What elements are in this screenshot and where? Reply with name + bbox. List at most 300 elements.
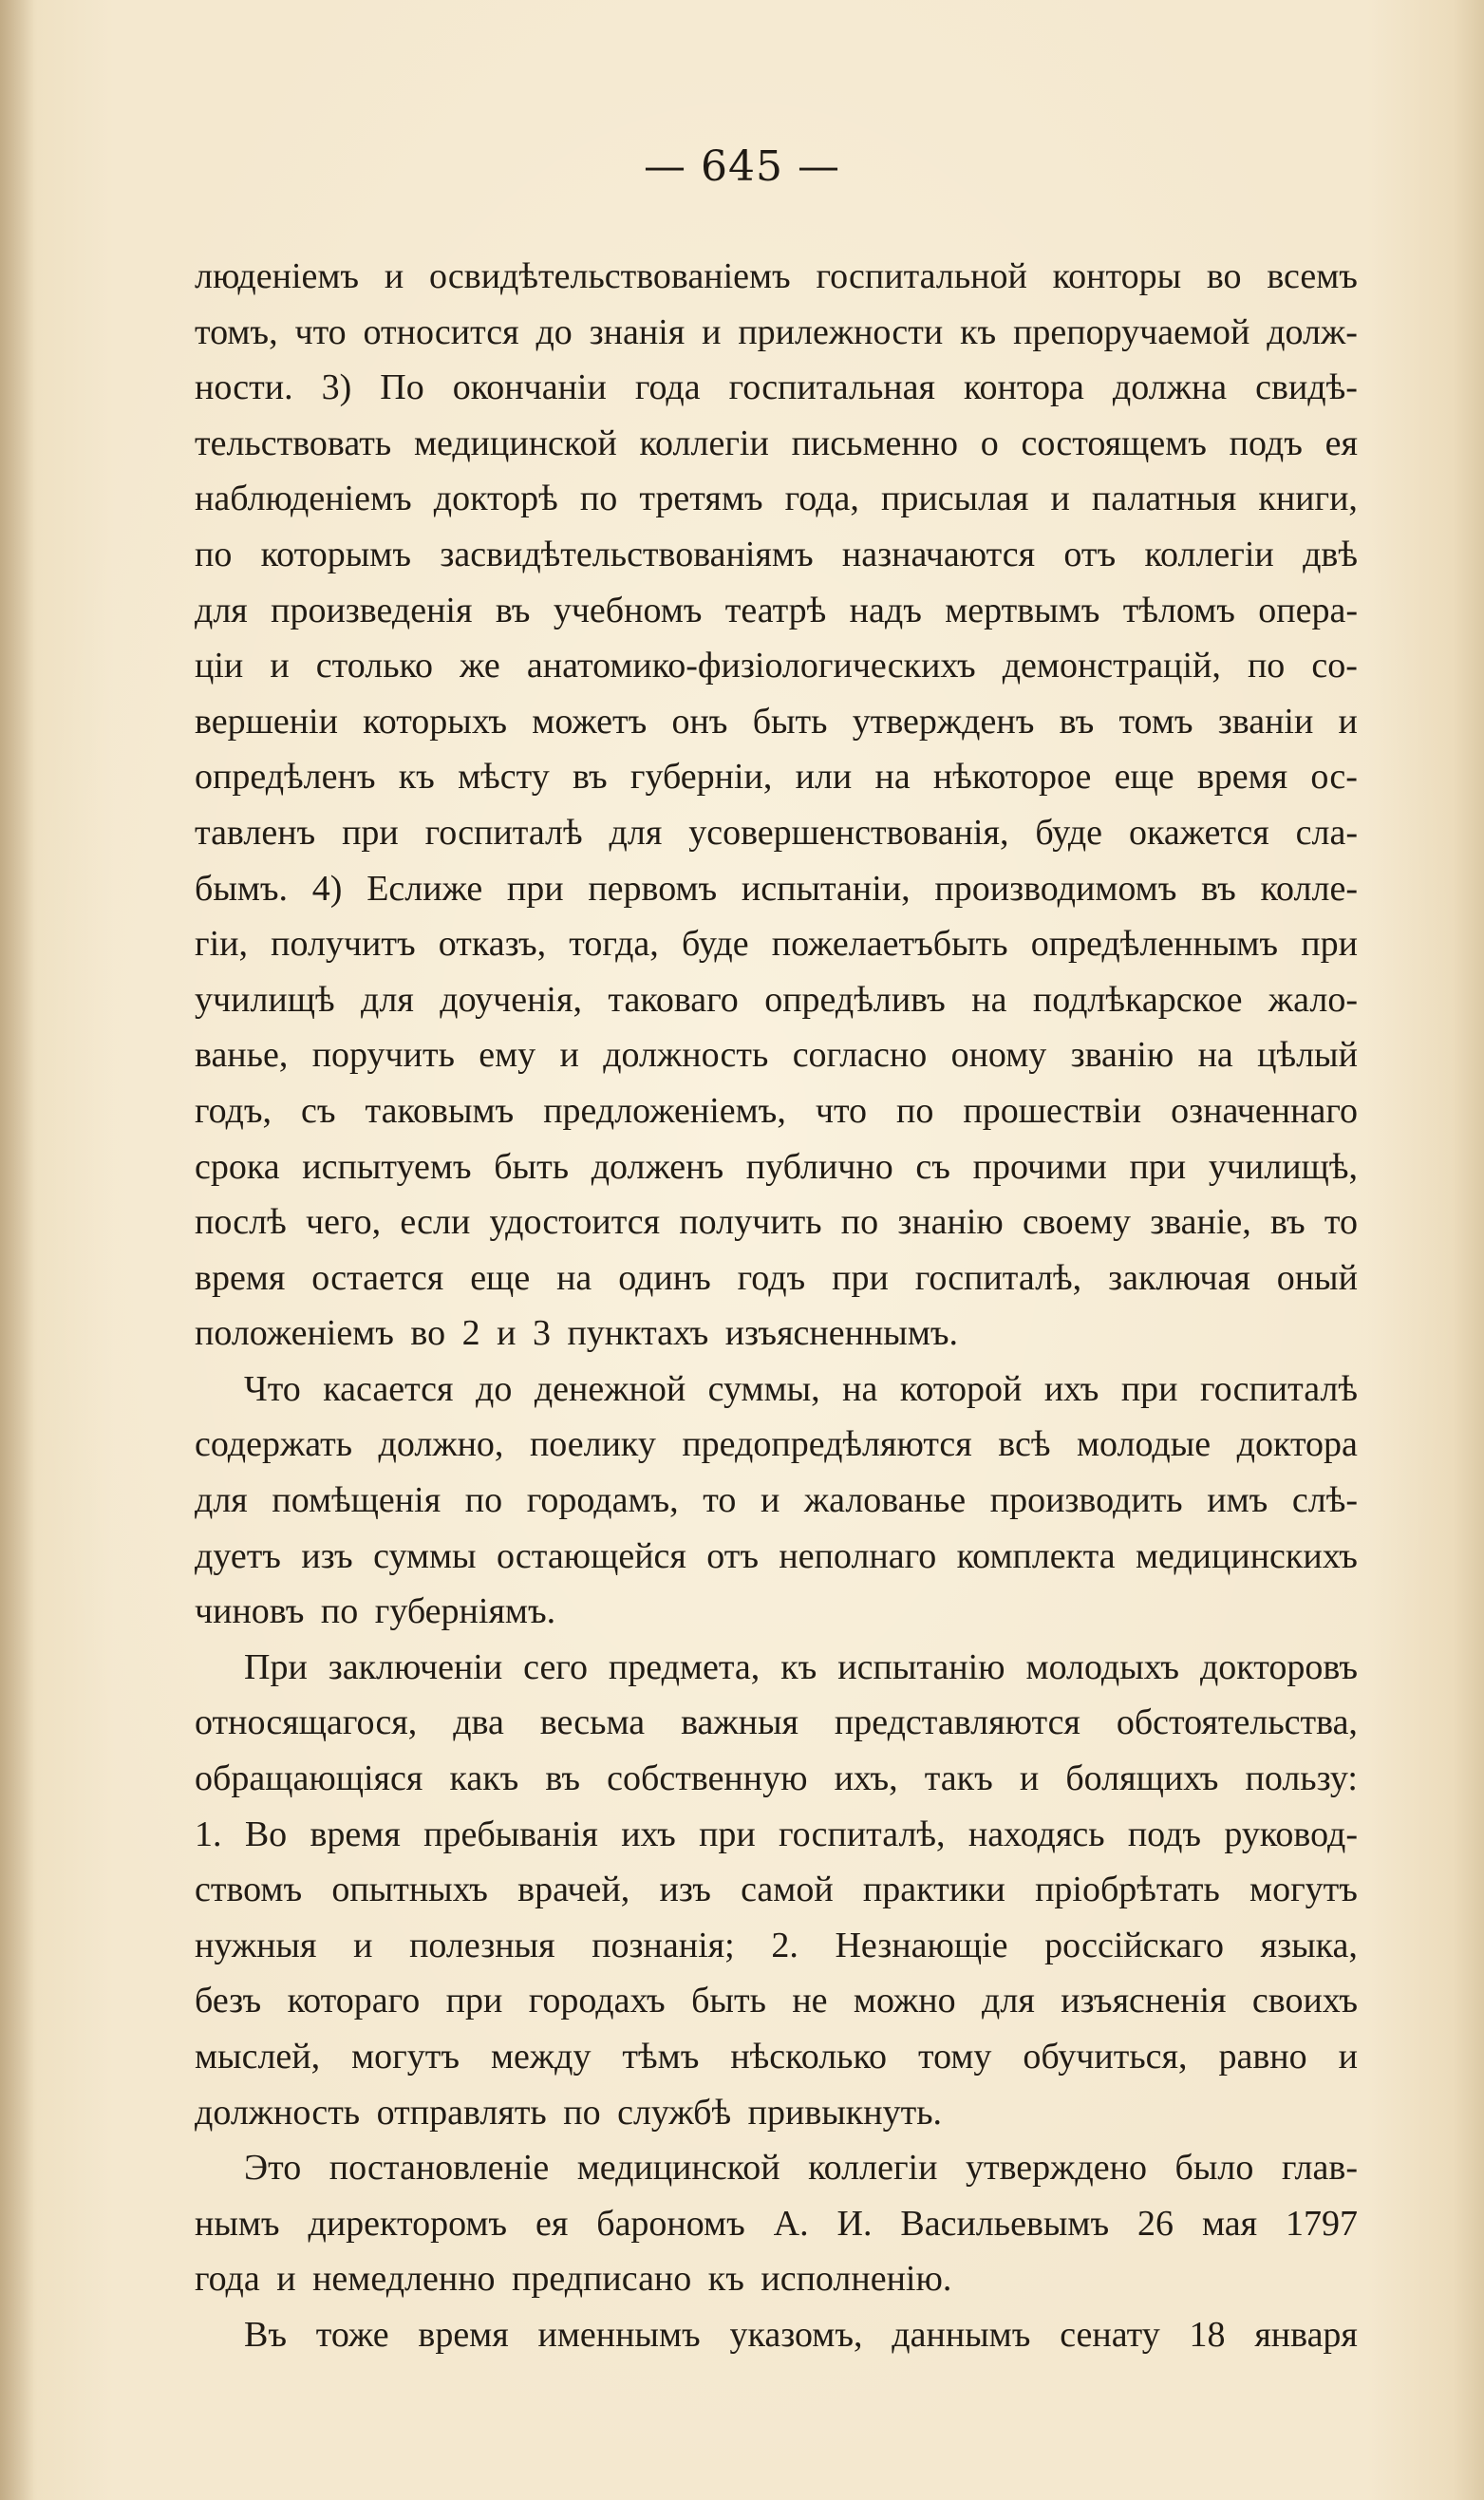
word: госпиталѣ [1200,1368,1358,1409]
word: при [1301,924,1358,965]
text-line-content: должность отправлять по службѣ привыкнуть. [195,2092,943,2133]
word: публично [745,1146,893,1187]
word: врачей, [517,1870,630,1910]
text-line [195,2085,1358,2141]
word: госпиталѣ [424,812,583,853]
word: относящагося, [195,1702,418,1743]
word: суммы, [707,1368,820,1409]
word: при [699,1814,756,1854]
word: самой [741,1870,834,1910]
word: указомъ, [729,2314,863,2355]
word: остается [311,1257,444,1298]
word: бымъ. [195,868,289,909]
word: нужныя [195,1925,317,1965]
word: ея [535,2203,569,2244]
word: медицинской [413,423,617,463]
word: оному [950,1035,1047,1076]
word: прочими [972,1146,1107,1187]
word: два [453,1702,504,1743]
word: предмета, [608,1646,761,1687]
word: онъ [671,701,728,742]
word: обучиться, [1023,2037,1188,2077]
word: для [195,1480,248,1521]
word: къ [780,1646,817,1687]
text-line [195,1194,1358,1250]
word: быть [494,1146,570,1187]
word: двѣ [1303,534,1358,574]
word: могутъ [1249,1870,1358,1910]
word: знанію [897,1202,1004,1243]
word: 1797 [1285,2203,1358,2244]
word: званіи [1217,701,1314,742]
text-line [195,1250,1358,1306]
word: безъ [195,1981,262,2021]
word: опредѣливъ [764,979,946,1020]
word: свидѣ- [1255,367,1358,408]
word: долженъ [591,1146,724,1187]
word: на [842,1368,878,1409]
word: для [982,1981,1035,2021]
word: денежной [534,1368,686,1409]
word: отказъ, [438,924,547,965]
word: до [476,1368,513,1409]
word: Въ [244,2314,287,2355]
word: своему [1023,1202,1131,1243]
word: неполнаго [779,1535,937,1576]
word: такъ [924,1758,993,1799]
word: и [384,256,404,296]
word: барономъ [596,2203,745,2244]
word: время [310,1814,401,1854]
word: то [1324,1202,1358,1243]
word: сенату [1060,2314,1160,2355]
word: о [980,423,999,463]
word: касается [323,1368,454,1409]
word: представляются [834,1702,1080,1743]
word: званію [1070,1035,1174,1076]
word: ціи [195,646,244,686]
word: При [244,1646,308,1687]
word: съ [301,1090,336,1131]
word: столько [315,646,434,686]
word: которымъ [260,534,412,574]
text-line [195,249,1358,305]
word: жалованье [803,1480,967,1521]
word: срока [195,1146,280,1187]
word: ему [479,1035,536,1076]
word: для [361,979,414,1020]
word: при [1129,1146,1187,1187]
text-line [195,1083,1358,1139]
word: содержать [195,1424,353,1465]
word: присылая [881,479,1029,519]
word: чего, [305,1202,382,1243]
word: опера- [1258,590,1358,630]
word: томъ, [195,311,278,352]
word: получить [679,1202,822,1243]
word: по [896,1090,934,1131]
word: училищѣ, [1208,1146,1358,1187]
word: языка, [1260,1925,1358,1965]
word: 4) [311,868,343,909]
word: ихъ [621,1814,676,1854]
word: тоже [315,2314,389,2355]
word: ихъ, [834,1758,898,1799]
word: палатныя [1091,479,1237,519]
word: всѣ [998,1424,1051,1465]
word: долж- [1267,311,1358,352]
word: и [559,1035,579,1076]
word: отъ [1063,534,1117,574]
word: изъ [659,1870,711,1910]
word: нѣкоторое [932,757,1092,798]
text-line [195,1584,1358,1640]
word: ствомъ [195,1870,303,1910]
word: должна [1112,367,1228,408]
word: еще [1114,757,1174,798]
text-line [195,527,1358,583]
word: медицинскихъ [1135,1535,1358,1576]
word: до [535,311,573,352]
word: госпиталѣ, [914,1257,1082,1298]
word: тавленъ [195,812,316,853]
word: помѣщенія [272,1480,441,1521]
text-line [195,861,1358,917]
word: испытуемъ [302,1146,472,1187]
text-line [195,1807,1358,1863]
word: третямъ [639,479,763,519]
word: подъ [1229,423,1303,463]
word: 2. [771,1925,798,1965]
word: буде [681,924,749,965]
word: городамъ, [526,1480,679,1521]
word: Васильевымъ [900,2203,1110,2244]
word: Что [244,1368,301,1409]
word: оный [1276,1257,1358,1298]
word: состоящемъ [1021,423,1207,463]
word: вершеніи [195,701,338,742]
word: буде [1035,812,1103,853]
word: на [874,757,911,798]
word: ос- [1310,757,1358,798]
word: и [1019,1758,1040,1799]
word: годъ, [195,1090,272,1131]
text-line [195,2251,1358,2307]
word: поелику [529,1424,656,1465]
word: нѣсколько [730,2037,888,2077]
word: годъ [737,1257,806,1298]
word: дуетъ [195,1535,281,1576]
word: по [195,534,233,574]
text-line [195,1751,1358,1807]
word: освидѣтельствованіемъ [428,256,791,296]
word: обращающіяся [195,1758,423,1799]
word: учебномъ [553,590,703,630]
word: въ [572,757,608,798]
word: болящихъ [1065,1758,1219,1799]
word: Это [244,2148,302,2189]
word: со- [1311,646,1358,686]
text-line [195,583,1358,639]
word: коллегіи [1144,534,1274,574]
word: быть [752,701,828,742]
word: весьма [539,1702,646,1743]
word: между [490,2037,592,2077]
word: госпиталѣ, [779,1814,946,1854]
word: 26 [1137,2203,1174,2244]
word: на [1197,1035,1233,1076]
word: и [353,1925,373,1965]
word: комплекта [956,1535,1116,1576]
word: въ [1059,701,1095,742]
word: при [1120,1368,1178,1409]
word: на [971,979,1007,1020]
word: что [815,1090,868,1131]
word: относится [363,311,519,352]
word: утверждено [965,2148,1147,2189]
text-line [195,1027,1358,1083]
word: которой [899,1368,1023,1409]
word: время [1196,757,1288,798]
word: По [380,367,424,408]
word: цѣлый [1257,1035,1358,1076]
word: госпитальной [816,256,1027,296]
word: и [1338,701,1358,742]
word: тѣломъ [1122,590,1235,630]
word: подлѣкарское [1032,979,1243,1020]
word: поручить [311,1035,455,1076]
word: докторовъ [1199,1646,1358,1687]
word: быть [691,1981,766,2021]
word: тельствовать [195,423,392,463]
word: произведенія [271,590,473,630]
word: люденіемъ [195,256,360,296]
word: демонстрацій, [1002,646,1221,686]
word: испытаніи, [741,868,911,909]
word: предложеніемъ, [543,1090,786,1131]
word: было [1174,2148,1254,2189]
text-line [195,1862,1358,1918]
text-line [195,972,1358,1028]
word: предопредѣляются [682,1424,972,1465]
word: книги, [1258,479,1358,519]
word: ея [1324,423,1358,463]
word: коллегіи [808,2148,938,2189]
text-line-content: года и немедленно предписано къ исполненію. [195,2259,952,2300]
word: время [418,2314,509,2355]
text-line [195,1306,1358,1362]
word: равно [1218,2037,1307,2077]
word: пожелаетъбыть [771,924,1008,965]
word: во [1206,256,1242,296]
word: утвержденъ [852,701,1035,742]
word: опытныхъ [331,1870,488,1910]
text-line [195,638,1358,694]
word: Во [244,1814,288,1854]
word: таковымъ [365,1090,515,1131]
text-line [195,749,1358,805]
word: изъясненія [1061,1981,1227,2021]
text-line-content: положеніемъ во 2 и 3 пунктахъ изъясненнымъ. [195,1313,959,1354]
word: жало- [1268,979,1358,1020]
word: для [609,812,663,853]
word: или [795,757,853,798]
text-line [195,1973,1358,2029]
word: руковод- [1224,1814,1358,1854]
word: Еслиже [366,868,483,909]
word: и [702,311,722,352]
word: опредѣленнымъ [1030,924,1279,965]
word: января [1254,2314,1358,2355]
word: производимомъ [934,868,1177,909]
word: же [460,646,500,686]
word: въ [495,590,531,630]
word: означеннаго [1171,1090,1358,1131]
word: при [832,1257,889,1298]
word: анатомико-физіологическихъ [526,646,976,686]
word: училищѣ [195,979,335,1020]
word: письменно [791,423,959,463]
word: и [1050,479,1070,519]
word: производить [989,1480,1183,1521]
word: доктора [1236,1424,1358,1465]
word: которыхъ [363,701,508,742]
word: губерніи, [629,757,773,798]
text-line [195,1695,1358,1751]
word: важныя [681,1702,798,1743]
word: отъ [706,1535,760,1576]
word: обстоятельства, [1116,1702,1358,1743]
word: познанія; [592,1925,735,1965]
word: получитъ [271,924,416,965]
word: имъ [1207,1480,1268,1521]
word: послѣ [195,1202,287,1243]
word: должно, [378,1424,504,1465]
word: съ [915,1146,950,1187]
word: томъ [1118,701,1193,742]
word: могутъ [351,2037,460,2077]
text-line [195,1640,1358,1696]
text-line [195,1473,1358,1529]
text-line [195,360,1358,416]
word: докторѣ [433,479,558,519]
word: по [464,1480,503,1521]
word: не [792,1981,828,2021]
text-line [195,2140,1358,2196]
word: что [294,311,347,352]
text-line [195,694,1358,750]
word: изъ [301,1535,353,1576]
word: заключая [1108,1257,1250,1298]
word: своихъ [1251,1981,1358,2021]
word: по [840,1202,879,1243]
word: для [195,590,248,630]
word: доученія, [440,979,582,1020]
word: наблюденіемъ [195,479,412,519]
word: А. [773,2203,809,2244]
word: по [579,479,618,519]
word: госпитальная [728,367,935,408]
text-line [195,471,1358,527]
word: года, [784,479,859,519]
word: въ [1201,868,1236,909]
word: ванье, [195,1035,289,1076]
word: первомъ [588,868,718,909]
word: одинъ [618,1257,711,1298]
word: городахъ [528,1981,666,2021]
word: окажется [1128,812,1269,853]
text-line [195,1417,1358,1473]
word: мертвымъ [945,590,1100,630]
text-line [195,2196,1358,2252]
word: усовершенствованія, [688,812,1009,853]
word: по [1247,646,1286,686]
word: глав- [1281,2148,1358,2189]
word: тогда, [569,924,659,965]
word: званіе, [1150,1202,1251,1243]
word: конторы [1052,256,1182,296]
word: нымъ [195,2203,280,2244]
word: знанія [589,311,686,352]
word: подъ [1127,1814,1202,1854]
word: мыслей, [195,2037,321,2077]
text-line [195,416,1358,472]
word: при [342,812,399,853]
word: контора [964,367,1084,408]
text-line [195,1529,1358,1585]
word: именнымъ [537,2314,701,2355]
word: мѣсту [458,757,550,798]
word: какъ [449,1758,519,1799]
word: время [195,1257,286,1298]
word: засвидѣтельствованіямъ [440,534,814,574]
word: собственную [607,1758,808,1799]
word: директоромъ [308,2203,508,2244]
word: гіи, [195,924,248,965]
word: сла- [1295,812,1358,853]
word: если [400,1202,471,1243]
word: 3) [321,367,352,408]
word: опредѣленъ [195,757,376,798]
word: можетъ [532,701,648,742]
word: то [703,1480,737,1521]
word: медицинской [576,2148,780,2189]
word: практики [862,1870,1005,1910]
word: пріобрѣтать [1035,1870,1220,1910]
word: надъ [849,590,922,630]
word: пользу: [1245,1758,1358,1799]
word: при [445,1981,503,2021]
word: года [634,367,701,408]
word: даннымъ [892,2314,1031,2355]
word: и [270,646,290,686]
word: можно [853,1981,956,2021]
text-line [195,916,1358,972]
text-line [195,2029,1358,2085]
word: слѣ- [1291,1480,1358,1521]
word: къ [398,757,435,798]
word: и [1338,2037,1358,2077]
word: суммы [373,1535,477,1576]
word: препоручаемой [1013,311,1250,352]
word: назначаются [841,534,1036,574]
word: должность [603,1035,769,1076]
text-line [195,305,1358,361]
word: Незнающіе [835,1925,1008,1965]
page-number: — 645 — [644,142,840,191]
page-gutter-shadow [0,0,34,2500]
word: молодыхъ [1025,1646,1179,1687]
